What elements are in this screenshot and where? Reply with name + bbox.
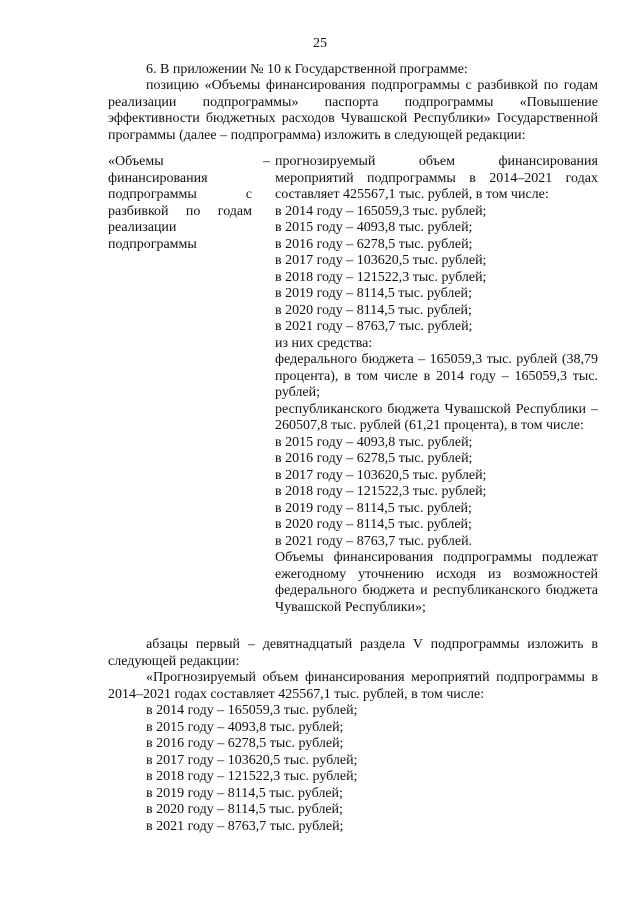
year-line: в 2020 году – 8114,5 тыс. рублей; [275, 302, 472, 318]
intro-heading: 6. В приложении № 10 к Государственной программе: [146, 62, 468, 77]
year-line: в 2017 году – 103620,5 тыс. рублей; [275, 253, 487, 268]
list-item: в 2019 году – 8114,5 тыс. рублей; [146, 785, 343, 801]
table-dash: – [263, 154, 270, 169]
list-item: в 2016 году – 6278,5 тыс. рублей; [146, 736, 344, 751]
section2-year-list [146, 703, 357, 835]
year-line: в 2016 году – 6278,5 тыс. рублей; [275, 236, 473, 252]
republic-year-line: в 2017 году – 103620,5 тыс. рублей; [275, 467, 487, 483]
republic-year-line: в 2019 году – 8114,5 тыс. рублей; [275, 500, 472, 516]
republic-budget-text: республиканского бюджета Чувашской Республики – 260507,8 тыс. рублей (61,21 процента), в том числе: [275, 401, 598, 433]
total-funding-text: прогнозируемый объем финансирования мероприятий подпрограммы в 2014–2021 годах составляет 425567,1 тыс. рублей, в том числе: [275, 154, 598, 202]
year-line: в 2018 году – 121522,3 тыс. рублей; [275, 269, 487, 285]
list-item: в 2014 году – 165059,3 тыс. рублей; [146, 703, 358, 718]
year-line: в 2015 году – 4093,8 тыс. рублей; [275, 220, 473, 235]
federal-budget-text: федерального бюджета – 165059,3 тыс. рублей (38,79 процента), в том числе в 2014 году – 165059,3 тыс. рублей; [275, 352, 598, 400]
year-line: в 2014 году – 165059,3 тыс. рублей; [275, 203, 487, 219]
list-item: в 2021 году – 8763,7 тыс. рублей; [146, 818, 344, 834]
table-right-cell [275, 154, 598, 616]
of-them-label: из них средства: [275, 335, 373, 351]
list-item: в 2018 году – 121522,3 тыс. рублей; [146, 769, 358, 784]
table-left-cell: «Объемы финансирования подпрограммы с разбивкой по годам реализации подпрограммы [108, 154, 252, 252]
page-number: 25 [313, 36, 327, 51]
republic-year-line: в 2016 году – 6278,5 тыс. рублей; [275, 451, 473, 466]
intro-paragraph: позицию «Объемы финансирования подпрограммы с разбивкой по годам реализации подпрограммы» паспорта подпрограммы «Повышение эффективности бюджетных расходов Чувашской Республики» Государственной программы (далее – подпрограмма) изложить в следующей редакции: [108, 78, 598, 143]
list-item: в 2020 году – 8114,5 тыс. рублей; [146, 802, 343, 817]
republic-year-line: в 2020 году – 8114,5 тыс. рублей; [275, 517, 472, 532]
year-line: в 2019 году – 8114,5 тыс. рублей; [275, 286, 472, 301]
list-item: в 2017 году – 103620,5 тыс. рублей; [146, 752, 358, 768]
year-line: в 2021 году – 8763,7 тыс. рублей; [275, 319, 473, 334]
list-item: в 2015 году – 4093,8 тыс. рублей; [146, 719, 344, 735]
section2-quote: «Прогнозируемый объем финансирования мероприятий подпрограммы в 2014–2021 годах составляет 425567,1 тыс. рублей, в том числе: [108, 670, 598, 702]
republic-year-line: в 2015 году – 4093,8 тыс. рублей; [275, 434, 473, 450]
republic-year-line: в 2018 году – 121522,3 тыс. рублей; [275, 484, 487, 499]
section2-intro: абзацы первый – девятнадцатый раздела V подпрограммы изложить в следующей редакции: [108, 637, 598, 669]
funding-note: Объемы финансирования подпрограммы подлежат ежегодному уточнению исходя из возможностей федерального бюджета и республиканского бюджета Чувашской Республики»; [275, 550, 598, 615]
republic-year-line: в 2021 году – 8763,7 тыс. рублей. [275, 533, 473, 549]
